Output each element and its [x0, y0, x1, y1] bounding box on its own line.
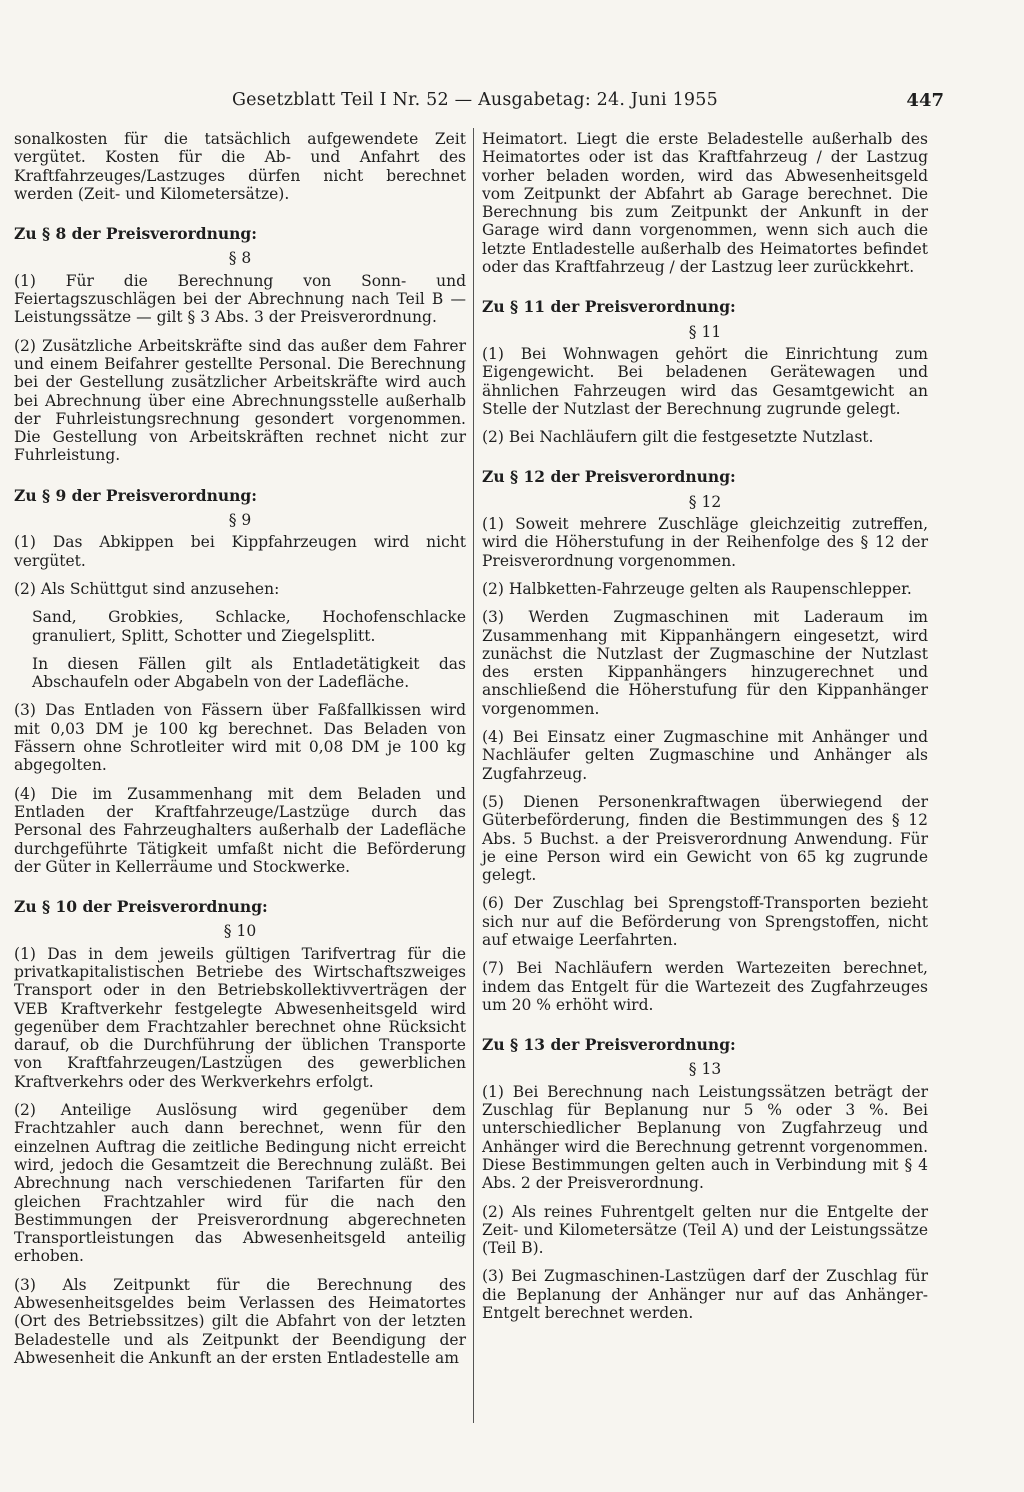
paragraph: (4) Bei Einsatz einer Zugmaschine mit Anhänger und Nachläufer gelten Zugmaschine und Anhänger als Zugfahrzeug. — [482, 728, 928, 783]
section-number: § 13 — [688, 1060, 722, 1079]
paragraph: (2) Als reines Fuhrentgelt gelten nur die Entgelte der Zeit- und Kilometersätze (Teil A) und der Leistungssätze (Teil B). — [482, 1202, 928, 1258]
paragraph: (4) Die im Zusammenhang mit dem Beladen und Entladen der Kraftfahrzeuge/Lastzüge durch das Personal des Fahrzeughalters außerhalb der Ladefläche durchgeführte Tätigkeit umfaßt nicht die Beförderung der Güter in Kellerräume und Stockwerke. — [14, 784, 466, 876]
section-heading: Zu § 8 der Preisverordnung: — [14, 224, 257, 244]
paragraph: (1) Soweit mehrere Zuschläge gleichzeitig zutreffen, wird die Höherstufung in der Reihenfolge des § 12 der Preisverordnung vorgenommen. — [482, 515, 928, 570]
paragraph: (3) Als Zeitpunkt für die Berechnung des Abwesenheitsgeldes beim Verlassen des Heimatortes (Ort des Betriebssitzes) gilt die Abfahrt von der letzten Beladestelle und als Zeitpunkt der Beendigung der Abwesenheit die Ankunft an der ersten Entladestelle am — [14, 1275, 466, 1367]
paragraph: (2) Anteilige Auslösung wird gegenüber dem Frachtzahler auch dann berechnet, wenn für den einzelnen Auftrag die zeitliche Bedingung nicht erreicht wird, jedoch die Gesamtzeit die Berechnung zuläßt. Bei Abrechnung nach verschiedenen Tarifarten für den gleichen Frachtzahler wird für die nach den Bestimmungen der Preisverordnung abgerechneten Transportleistungen das Abwesenheitsgeld anteilig erhoben. — [14, 1101, 466, 1266]
section-heading: Zu § 13 der Preisverordnung: — [482, 1035, 736, 1055]
paragraph: (1) Für die Berechnung von Sonn- und Feiertagszuschlägen bei der Abrechnung nach Teil B — Leistungssätze — gilt § 3 Abs. 3 der Preisverordnung. — [14, 271, 466, 327]
paragraph: (3) Das Entladen von Fässern über Faßfallkissen wird mit 0,03 DM je 100 kg berechnet. Das Beladen von Fässern ohne Schrotleiter wird mit 0,08 DM je 100 kg abgegolten. — [14, 701, 466, 775]
section-number: § 8 — [228, 249, 252, 268]
paragraph: (1) Bei Berechnung nach Leistungssätzen beträgt der Zuschlag für Beplanung nur 5 % oder 3 %. Bei unterschiedlicher Beplanung von Zugfahrzeug und Anhänger wird die Berechnung getrennt vorgenommen. Diese Bestimmungen gelten auch in Verbindung mit § 4 Abs. 2 der Preisverordnung. — [482, 1082, 928, 1193]
paragraph: (2) Halbketten-Fahrzeuge gelten als Raupenschlepper. — [482, 579, 912, 598]
paragraph: (3) Bei Zugmaschinen-Lastzügen darf der Zuschlag für die Beplanung der Anhänger nur auf das Anhänger-Entgelt berechnet werden. — [482, 1267, 928, 1323]
left-column — [14, 130, 466, 1377]
page-number: 447 — [906, 90, 944, 111]
section-heading: Zu § 10 der Preisverordnung: — [14, 897, 268, 917]
right-column — [482, 130, 928, 1332]
running-title: Gesetzblatt Teil I Nr. 52 — Ausgabetag: 24. Juni 1955 — [232, 90, 718, 110]
paragraph: (1) Das Abkippen bei Kippfahrzeugen wird nicht vergütet. — [14, 533, 466, 570]
paragraph: Heimatort. Liegt die erste Beladestelle außerhalb des Heimatortes oder ist das Kraftfahrzeug / der Lastzug vorher beladen worden, wird das Abwesenheitsgeld vom Zeitpunkt der Abfahrt ab Garage berechnet. Die Berechnung bis zum Zeitpunkt der Ankunft in der Garage wird dann vorgenommen, wenn sich auch die letzte Entladestelle außerhalb des Heimatortes befindet oder das Kraftfahrzeug / der Lastzug leer zurückkehrt. — [482, 130, 928, 277]
paragraph: (3) Werden Zugmaschinen mit Laderaum im Zusammenhang mit Kippanhängern eingesetzt, wird zunächst die Nutzlast der Zugmaschine der Nutzlast des ersten Kippanhängers hinzugerechnet und anschließend die Höherstufung für den Kippanhänger vorgenommen. — [482, 608, 928, 718]
paragraph: (6) Der Zuschlag bei Sprengstoff-Transporten bezieht sich nur auf die Beförderung von Sprengstoffen, nicht auf etwaige Leerfahrten. — [482, 894, 928, 949]
section-heading: Zu § 11 der Preisverordnung: — [482, 297, 736, 317]
paragraph: In diesen Fällen gilt als Entladetätigkeit das Abschaufeln oder Abgabeln von der Ladefläche. — [32, 654, 466, 692]
paragraph: Sand, Grobkies, Schlacke, Hochofenschlacke granuliert, Splitt, Schotter und Ziegelsplitt. — [32, 608, 466, 645]
paragraph: (2) Zusätzliche Arbeitskräfte sind das außer dem Fahrer und einem Beifahrer gestellte Personal. Die Berechnung bei der Gestellung zusätzlicher Arbeitskräfte wird auch bei Abrechnung über eine Abrechnungsstelle außerhalb der Fuhrleistungsrechnung gesondert vorgenommen. Die Gestellung von Arbeitskräften rechnet nicht zur Fuhrleistung. — [14, 336, 466, 465]
section-number: § 9 — [228, 511, 252, 530]
section-heading: Zu § 9 der Preisverordnung: — [14, 485, 257, 505]
section-number: § 12 — [688, 492, 722, 511]
paragraph: (5) Dienen Personenkraftwagen überwiegend der Güterbeförderung, finden die Bestimmungen des § 12 Abs. 5 Buchst. a der Preisverordnung Anwendung. Für je eine Person wird ein Gewicht von 65 kg zugrunde gelegt. — [482, 792, 928, 885]
page-header — [10, 90, 944, 116]
section-number: § 11 — [688, 322, 722, 341]
paragraph: sonalkosten für die tatsächlich aufgewendete Zeit vergütet. Kosten für die Ab- und Anfahrt des Kraftfahrzeuges/Lastzuges dürfen nicht berechnet werden (Zeit- und Kilometersätze). — [14, 130, 466, 203]
paragraph: (1) Das in dem jeweils gültigen Tarifvertrag für die privatkapitalistischen Betriebe des Wirtschaftszweiges Transport oder in den Betriebskollektivverträgen der VEB Kraftverkehr festgelegte Abwesenheitsgeld wird gegenüber dem Frachtzahler berechnet ohne Rücksicht darauf, ob die Durchführung der üblichen Transporte von Kraftfahrzeugen/Lastzügen des gewerblichen Kraftverkehrs oder des Werkverkehrs erfolgt. — [14, 944, 466, 1091]
column-divider — [473, 128, 474, 1423]
paragraph: (7) Bei Nachläufern werden Wartezeiten berechnet, indem das Entgelt für die Wartezeit des Zugfahrzeuges um 20 % erhöht wird. — [482, 959, 928, 1014]
paragraph: (2) Als Schüttgut sind anzusehen: — [14, 579, 280, 598]
section-heading: Zu § 12 der Preisverordnung: — [482, 467, 736, 487]
paragraph: (1) Bei Wohnwagen gehört die Einrichtung zum Eigengewicht. Bei beladenen Gerätewagen und ähnlichen Fahrzeugen wird das Gesamtgewicht an Stelle der Nutzlast der Berechnung zugrunde gelegt. — [482, 344, 928, 418]
section-number: § 10 — [223, 922, 257, 941]
paragraph: (2) Bei Nachläufern gilt die festgesetzte Nutzlast. — [482, 428, 874, 447]
